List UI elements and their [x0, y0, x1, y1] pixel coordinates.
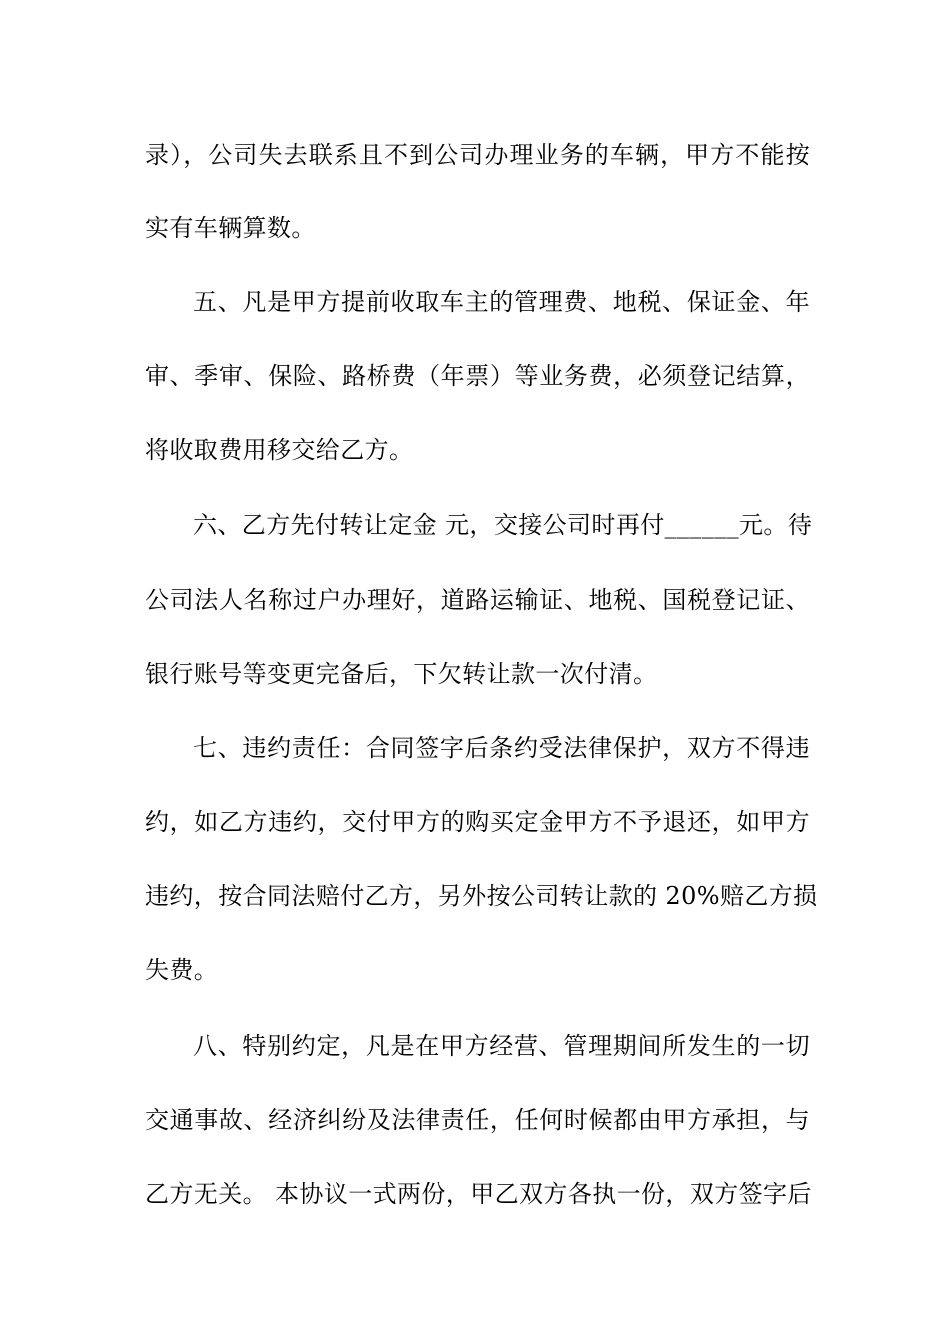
- clause-6-line-2: 公司法人名称过户办理好，道路运输证、地税、国税登记证、: [145, 586, 810, 614]
- clause-8-line-1: 八、特别约定，凡是在甲方经营、管理期间所发生的一切: [193, 1032, 810, 1060]
- clause-8-line-2: 交通事故、经济纠纷及法律责任，任何时候都由甲方承担，与: [145, 1106, 810, 1134]
- clause-8-line-3: 乙方无关。 本协议一式两份，甲乙双方各执一份，双方签字后: [145, 1180, 812, 1208]
- text-line-2: 实有车辆算数。: [145, 214, 316, 242]
- clause-5-line-3: 将收取费用移交给乙方。: [145, 436, 414, 464]
- clause-7-line-4: 失费。: [145, 956, 219, 984]
- clause-5-line-1: 五、凡是甲方提前收取车主的管理费、地税、保证金、年: [193, 288, 810, 316]
- clause-5-line-2: 审、季审、保险、路桥费（年票）等业务费，必须登记结算，: [145, 362, 810, 390]
- clause-7-line-3: 违约，按合同法赔付乙方，另外按公司转让款的 20%赔乙方损: [145, 882, 818, 910]
- clause-7-line-2: 约，如乙方违约，交付甲方的购买定金甲方不予退还，如甲方: [145, 808, 810, 836]
- clause-6-line-1: 六、乙方先付转让定金 元，交接公司时再付______元。待: [193, 511, 813, 539]
- clause-6-line-3: 银行账号等变更完备后，下欠转让款一次付清。: [145, 660, 658, 688]
- text-line-1: 录），公司失去联系且不到公司办理业务的车辆，甲方不能按: [145, 141, 810, 169]
- clause-7-line-1: 七、违约责任：合同签字后条约受法律保护，双方不得违: [193, 734, 810, 762]
